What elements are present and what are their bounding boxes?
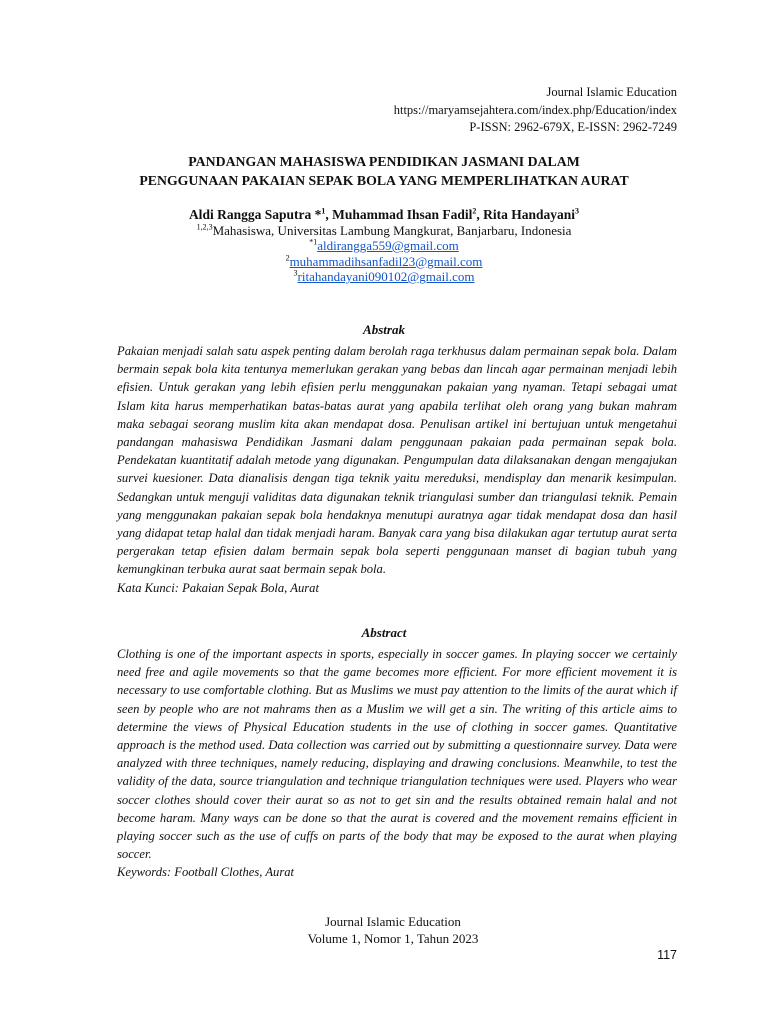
email-1-sup: *1	[309, 237, 318, 247]
abstrak-section	[117, 342, 677, 597]
author-2: , Muhammad Ihsan Fadil	[325, 207, 473, 222]
header-journal-url[interactable]: https://maryamsejahtera.com/index.php/Education/index	[393, 102, 677, 117]
header-journal-name: Journal Islamic Education	[546, 85, 677, 99]
abstract-section	[117, 645, 677, 882]
author-2-sup: 2	[472, 206, 477, 216]
abstract-keywords: Keywords: Football Clothes, Aurat	[117, 865, 295, 880]
author-block	[0, 207, 768, 285]
email-2-sup: 2	[285, 253, 290, 263]
journal-header	[394, 84, 677, 137]
title-line-1: PANDANGAN MAHASISWA PENDIDIKAN JASMANI DALAM	[188, 154, 580, 169]
abstrak-keywords: Kata Kunci: Pakaian Sepak Bola, Aurat	[117, 580, 319, 595]
abstract-body: Clothing is one of the important aspects in sports, especially in soccer games. In playing soccer we certainly need free and agile movements so that the game becomes more efficient. For more efficient movement it is necessary to use comfortable clothing. But as Muslims we must pay attention to the limits of the aurat which if seen by people who are not mahrams then as a Muslim we will get a sin. The writing of this article aims to determine the views of Physical Education students in the use of clothing in soccer games. Quantitative approach is the method used. Data collection was carried out by submitting a questionnaire survey. Data were analyzed with three techniques, namely reducing, displaying and drawing conclusions. Meanwhile, to test the validity of the data, source triangulation and technique triangulation techniques were used. Players who wear soccer clothes should cover their aurat so as not to get sin and the results obtained remain halal and not become haram. Many ways can be done so that the aurat is covered and the movement remains efficient in playing soccer such as the use of cuffs on parts of the body that may be exposed to the aurat when playing soccer.	[117, 647, 677, 862]
author-3-sup: 3	[575, 206, 580, 216]
title-line-2: PENGGUNAAN PAKAIAN SEPAK BOLA YANG MEMPERLIHATKAN AURAT	[139, 172, 629, 188]
page-footer	[0, 913, 768, 947]
email-link-2[interactable]: muhammadihsanfadil23@gmail.com	[289, 253, 483, 269]
email-line-2	[0, 254, 768, 270]
email-line-1	[0, 238, 768, 254]
header-issn: P-ISSN: 2962-679X, E-ISSN: 2962-7249	[469, 120, 677, 134]
email-link-1[interactable]: aldirangga559@gmail.com	[317, 238, 459, 253]
author-3: , Rita Handayani	[476, 207, 576, 222]
author-names	[0, 207, 768, 223]
email-link-3[interactable]: ritahandayani090102@gmail.com	[297, 269, 475, 284]
affiliation-sup: 1,2,3	[196, 222, 213, 232]
footer-journal-name: Journal Islamic Education	[325, 914, 461, 929]
abstrak-heading: Abstrak	[363, 322, 405, 337]
footer-volume: Volume 1, Nomor 1, Tahun 2023	[307, 931, 479, 946]
paper-title	[0, 153, 768, 190]
email-3-sup: 3	[293, 268, 298, 278]
email-line-3	[0, 269, 768, 285]
abstract-heading: Abstract	[361, 625, 407, 640]
affiliation-text: Mahasiswa, Universitas Lambung Mangkurat, Banjarbaru, Indonesia	[212, 222, 572, 238]
affiliation	[0, 223, 768, 239]
author-1: Aldi Rangga Saputra *	[188, 207, 322, 222]
abstrak-body: Pakaian menjadi salah satu aspek penting dalam berolah raga terkhusus dalam permainan sepak bola. Dalam bermain sepak bola kita tentunya memerlukan gerakan yang bebas dan lincah agar permainan menjadi lebih efisien. Untuk gerakan yang lebih efisien perlu menggunakan pakaian yang nyaman. Tetapi sebagai umat Islam kita harus memperhatikan batas-batas aurat yang apabila terlihat oleh orang yang bukan mahram maka sebagai seorang muslim kita akan mendapat dosa. Penulisan artikel ini bertujuan untuk mengetahui pandangan mahasiswa Pendidikan Jasmani dalam penggunaan pakaian pada permainan sepak bola. Pendekatan kuantitatif adalah metode yang digunakan. Pengumpulan data dilaksanakan dengan mengajukan survei kuesioner. Data dianalisis dengan tiga teknik yaitu mereduksi, mendisplay dan menarik kesimpulan. Sedangkan untuk menguji validitas data digunakan teknik triangulasi sumber dan triangulasi teknik. Pemain yang menggunakan pakaian sepak bola hendaknya menutupi auratnya agar tidak mendapat dosa dan hasil yang didapat tetap halal dan tidak menjadi haram. Banyak cara yang bisa dilakukan agar tertutup aurat serta pergerakan tetap efisien dalam bermain sepak bola seperti penggunaan manset di bagian tubuh yang kemungkinan terbuka aurat saat bermain sepak bola.	[117, 344, 677, 577]
author-1-sup: 1	[321, 206, 326, 216]
page-number: 117	[657, 948, 677, 962]
